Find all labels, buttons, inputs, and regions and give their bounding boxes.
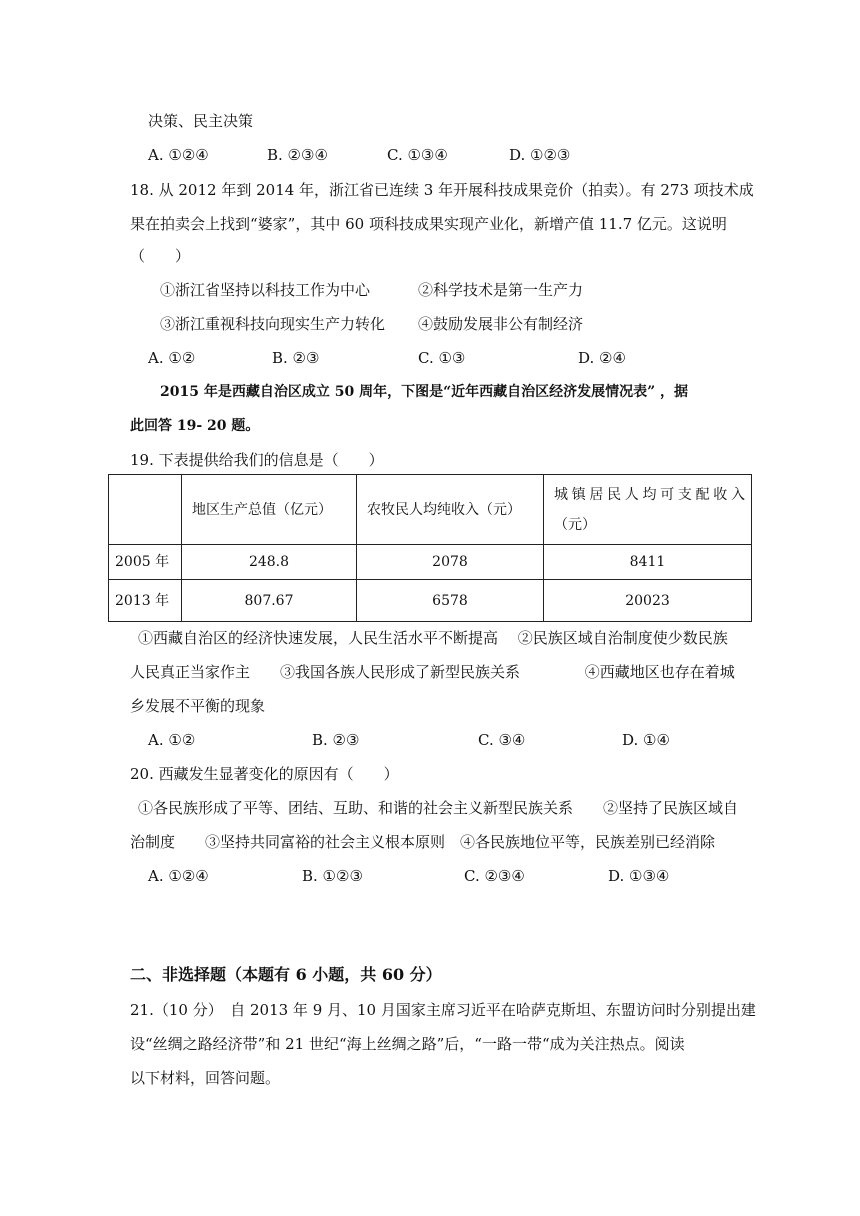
q21-line-1: 21.（10 分） 自 2013 年 9 月、10 月国家主席习近平在哈萨克斯坦、东盟访问时分别提出建 [130,1001,756,1019]
q18-stem-line-1: 18. 从 2012 年到 2014 年，浙江省已连续 3 年开展科技成果竞价（拍卖）。有 273 项技术成 [130,181,754,199]
q20-option-b: B. ①②③ [302,867,363,885]
section-heading: 二、非选择题（本题有 6 小题，共 60 分） [130,965,442,984]
intro-line-2: 此回答 19- 20 题。 [130,418,260,434]
q20-option-d: D. ①③④ [608,867,670,885]
table-row [109,580,752,622]
table-cell-year: 2013 年 [109,580,182,622]
q18-item-3: ③浙江重视科技向现实生产力转化 [160,315,386,333]
table-row [109,545,752,580]
q19-line-1: ①西藏自治区的经济快速发展，人民生活水平不断提高 ②民族区域自治制度使少数民族 [138,629,728,647]
table-cell-urban-income: 20023 [544,580,752,622]
q18-stem-line-3: （ ） [130,247,191,265]
table-header-gdp: 地区生产总值（亿元） [182,475,357,545]
table-cell-rural-income: 2078 [357,545,544,580]
q20-option-a: A. ①②④ [148,867,209,885]
q19-option-d: D. ①④ [622,731,670,749]
q19-option-a: A. ①② [148,731,196,749]
economic-data-table [108,474,752,622]
q19-option-b: B. ②③ [312,731,360,749]
q17-tail-line: 决策、民主决策 [148,112,254,130]
table-header-rural-income: 农牧民人均纯收入（元） [357,475,544,545]
table-header-row [109,475,752,545]
q21-line-2: 设“丝绸之路经济带”和 21 世纪“海上丝绸之路”后，“一路一带“成为关注热点。阅读 [130,1035,685,1053]
q19-option-c: C. ③④ [478,731,526,749]
q17-option-b: B. ②③④ [267,146,328,164]
q18-item-4: ④鼓励发展非公有制经济 [418,315,584,333]
table-cell-year: 2005 年 [109,545,182,580]
q19-line-3: 乡发展不平衡的现象 [130,697,266,715]
q20-stem: 20. 西藏发生显著变化的原因有（ ） [130,765,399,783]
q18-option-a: A. ①② [148,349,196,367]
q20-option-c: C. ②③④ [464,867,525,885]
q21-line-3: 以下材料，回答问题。 [130,1069,281,1087]
q17-option-a: A. ①②④ [148,146,209,164]
q18-stem-line-2: 果在拍卖会上找到“婆家”，其中 60 项科技成果实现产业化，新增产值 11.7 亿元。这说明 [130,215,727,233]
q17-option-d: D. ①②③ [509,146,571,164]
q18-item-1: ①浙江省坚持以科技工作为中心 [160,281,371,299]
q20-line-1: ①各民族形成了平等、团结、互助、和谐的社会主义新型民族关系 ②坚持了民族区域自 [138,799,739,817]
table-cell-urban-income: 8411 [544,545,752,580]
table-cell-gdp: 807.67 [182,580,357,622]
q18-option-c: C. ①③ [418,349,466,367]
intro-line-1: 2015 年是西藏自治区成立 50 周年，下图是“近年西藏自治区经济发展情况表” ，据 [160,384,689,400]
table-header-urban-income: 城镇居民人均可支配收入 （元） [544,475,752,545]
q17-option-c: C. ①③④ [387,146,448,164]
table-cell-gdp: 248.8 [182,545,357,580]
table-header-corner [109,475,182,545]
q18-option-d: D. ②④ [578,349,626,367]
q20-line-2: 治制度 ③坚持共同富裕的社会主义根本原则 ④各民族地位平等，民族差别已经消除 [130,833,716,851]
q19-line-2: 人民真正当家作主 ③我国各族人民形成了新型民族关系 ④西藏地区也存在着城 [130,663,735,681]
q18-item-2: ②科学技术是第一生产力 [418,281,584,299]
table-cell-rural-income: 6578 [357,580,544,622]
q19-stem: 19. 下表提供给我们的信息是（ ） [130,451,384,469]
q18-option-b: B. ②③ [272,349,320,367]
